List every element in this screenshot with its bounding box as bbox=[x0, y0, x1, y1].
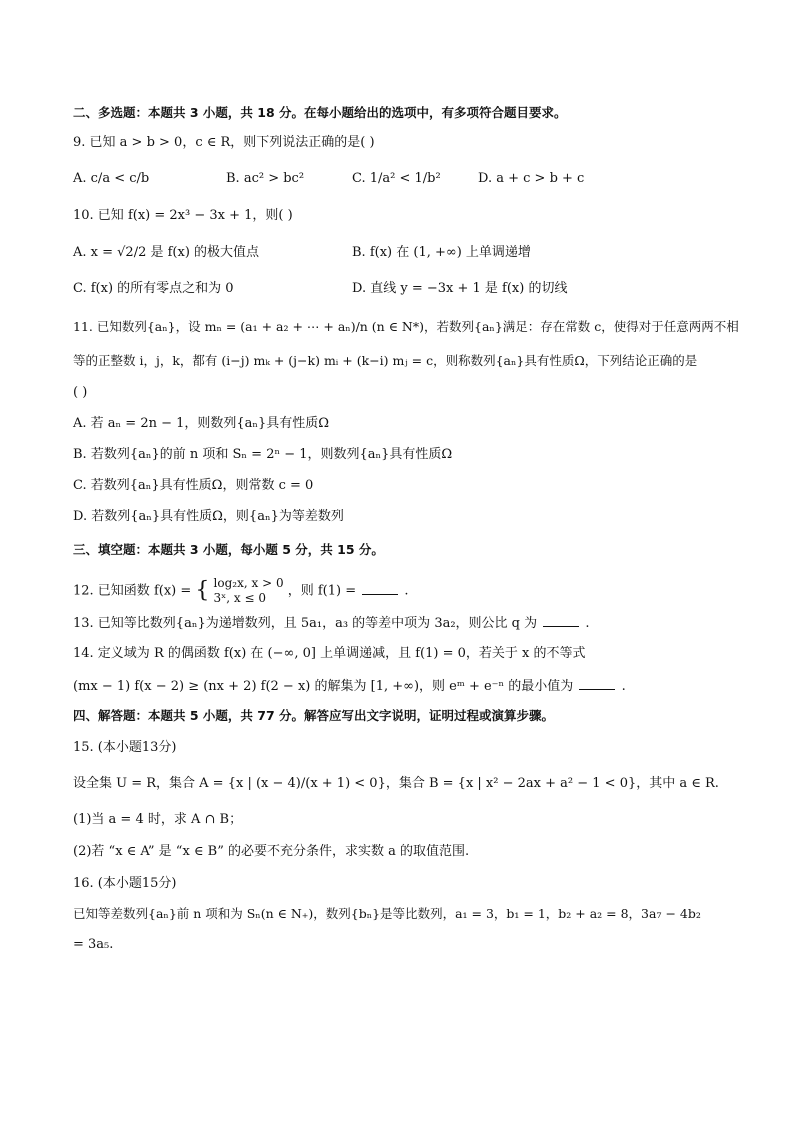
q13-end: . bbox=[585, 616, 590, 631]
q15-part-1: (1)当 a = 4 时，求 A ∩ B； bbox=[73, 812, 243, 827]
q10-option-d: D. 直线 y = −3x + 1 是 f(x) 的切线 bbox=[352, 281, 568, 296]
q13-line bbox=[73, 614, 590, 633]
q12-case-1: log₂x, x > 0 bbox=[213, 576, 284, 590]
section-3-title: 三、填空题：本题共 3 小题，每小题 5 分，共 15 分。 bbox=[73, 542, 384, 557]
q12-end: . bbox=[404, 583, 409, 599]
q14-answer-blank[interactable] bbox=[579, 677, 615, 690]
q14-line-1: 14. 定义域为 R 的偶函数 f(x) 在 (−∞, 0] 上单调递减，且 f(1) = 0，若关于 x 的不等式 bbox=[73, 646, 586, 661]
q11-line-2: 等的正整数 i，j，k，都有 (i−j) mₖ + (j−k) mᵢ + (k−i) mⱼ = c，则称数列{aₙ}具有性质Ω，下列结论正确的是 bbox=[73, 353, 698, 368]
q12-case-2: 3ˣ, x ≤ 0 bbox=[213, 591, 266, 605]
section-2-title: 二、多选题：本题共 3 小题，共 18 分。在每小题给出的选项中，有多项符合题目要求。 bbox=[73, 105, 567, 120]
q9-option-c: C. 1/a² < 1/b² bbox=[352, 171, 441, 186]
q11-line-1: 11. 已知数列{aₙ}，设 mₙ = (a₁ + a₂ + ⋯ + aₙ)/n (n ∈ N*)，若数列{aₙ}满足：存在常数 c，使得对于任意两两不相 bbox=[73, 319, 739, 334]
q14-line-2 bbox=[73, 677, 626, 696]
q11-option-c: C. 若数列{aₙ}具有性质Ω，则常数 c = 0 bbox=[73, 478, 314, 493]
q11-option-a: A. 若 aₙ = 2n − 1，则数列{aₙ}具有性质Ω bbox=[73, 416, 330, 431]
q10-stem: 10. 已知 f(x) = 2x³ − 3x + 1，则( ) bbox=[73, 208, 293, 223]
q12-brace: { bbox=[195, 578, 210, 603]
q12-answer-blank[interactable] bbox=[362, 582, 398, 595]
q14-text-2: (mx − 1) f(x − 2) ≥ (nx + 2) f(2 − x) 的解集为 [1, +∞)，则 eᵐ + e⁻ⁿ 的最小值为 bbox=[73, 679, 574, 694]
q15-part-2: (2)若 “x ∈ A” 是 “x ∈ B” 的必要不充分条件，求实数 a 的取值范围. bbox=[73, 844, 470, 859]
q10-option-c: C. f(x) 的所有零点之和为 0 bbox=[73, 281, 234, 296]
q9-option-a: A. c/a < c/b bbox=[73, 171, 150, 186]
q16-line-2: = 3a₅. bbox=[73, 937, 114, 952]
q12-line bbox=[73, 576, 409, 606]
q12-suffix: ，则 f(1) = bbox=[287, 583, 357, 599]
q16-line-1: 已知等差数列{aₙ}前 n 项和为 Sₙ(n ∈ N₊)，数列{bₙ}是等比数列，a₁ = 3，b₁ = 1，b₂ + a₂ = 8，3a₇ − 4b₂ bbox=[73, 906, 701, 921]
q12-prefix: 12. 已知函数 f(x) = bbox=[73, 583, 192, 599]
q15-stem: 设全集 U = R，集合 A = {x | (x − 4)/(x + 1) < 0}，集合 B = {x | x² − 2ax + a² − 1 < 0}，其中 a ∈ R. bbox=[73, 776, 719, 791]
q9-option-d: D. a + c > b + c bbox=[478, 171, 585, 186]
q9-option-b: B. ac² > bc² bbox=[226, 171, 305, 186]
q12-cases bbox=[214, 576, 284, 606]
q10-option-b: B. f(x) 在 (1, +∞) 上单调递增 bbox=[352, 245, 531, 260]
q11-option-d: D. 若数列{aₙ}具有性质Ω，则{aₙ}为等差数列 bbox=[73, 509, 344, 524]
q10-option-a: A. x = √2/2 是 f(x) 的极大值点 bbox=[73, 245, 260, 260]
q9-stem: 9. 已知 a > b > 0，c ∈ R，则下列说法正确的是( ) bbox=[73, 135, 375, 150]
q11-line-3: ( ) bbox=[73, 385, 88, 400]
section-4-title: 四、解答题：本题共 5 小题，共 77 分。解答应写出文字说明，证明过程或演算步骤。 bbox=[73, 708, 555, 723]
q14-end: . bbox=[621, 679, 626, 694]
q11-option-b: B. 若数列{aₙ}的前 n 项和 Sₙ = 2ⁿ − 1，则数列{aₙ}具有性质Ω bbox=[73, 447, 453, 462]
q13-answer-blank[interactable] bbox=[543, 614, 579, 627]
q15-header: 15. (本小题13分) bbox=[73, 740, 177, 755]
q16-header: 16. (本小题15分) bbox=[73, 876, 177, 891]
q13-text: 13. 已知等比数列{aₙ}为递增数列，且 5a₁，a₃ 的等差中项为 3a₂，则公比 q 为 bbox=[73, 616, 538, 631]
